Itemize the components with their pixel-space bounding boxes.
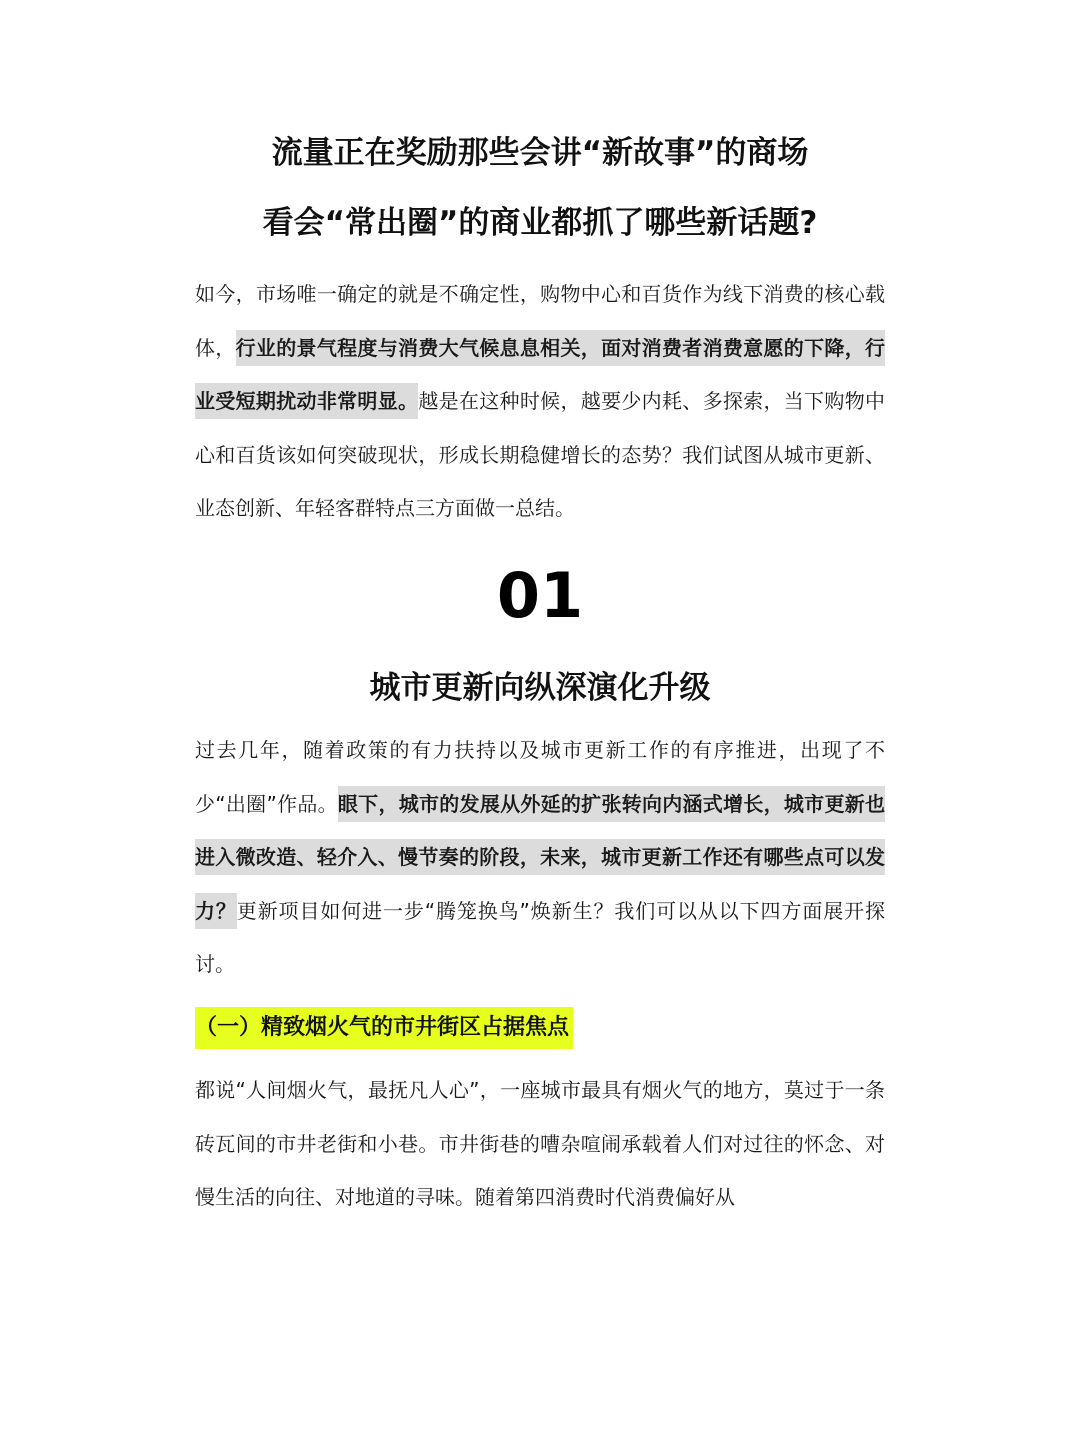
intro-highlight: 行业的景气程度与消费大气候息息相关，面对消费者消费意愿的下降，行业受短期扰动非常明显。 (195, 330, 885, 420)
intro-text: 如今，市场唯一确定的就是不确定性，购物中心和百货作为线下消费的核心载体， (195, 282, 885, 360)
sub-heading: （一）精致烟火气的市井街区占据焦点 (195, 1007, 573, 1049)
section-paragraph (195, 724, 885, 992)
article-title-line-1: 流量正在奖励那些会讲“新故事”的商场 (271, 135, 809, 171)
article-title-line-2: 看会“常出圈”的商业都抓了哪些新话题? (262, 205, 818, 241)
section-text: 过去几年，随着政策的有力扶持以及城市更新工作的有序推进，出现了不少“出圈”作品。 (195, 738, 885, 816)
intro-text-continued: 越是在这种时候，越要少内耗、多探索，当下购物中心和百货该如何突破现状，形成长期稳健增长的态势？我们试图从城市更新、业态创新、年轻客群特点三方面做一总结。 (195, 389, 886, 520)
section-number: 01 (496, 559, 584, 632)
section-heading: 城市更新向纵深演化升级 (369, 670, 711, 706)
sub-paragraph: 都说“人间烟火气，最抚凡人心”，一座城市最具有烟火气的地方，莫过于一条砖瓦间的市井老街和小巷。市井街巷的嘈杂喧闹承载着人们对过往的怀念、对慢生活的向往、对地道的寻味。随着第四消费时代消费偏好从 (195, 1078, 885, 1209)
section-highlight: 眼下，城市的发展从外延的扩张转向内涵式增长，城市更新也进入微改造、轻介入、慢节奏的阶段，未来，城市更新工作还有哪些点可以发力？ (195, 786, 885, 929)
section-text-continued: 更新项目如何进一步“腾笼换鸟”焕新生？我们可以从以下四方面展开探讨。 (195, 898, 885, 976)
intro-paragraph (195, 268, 885, 536)
